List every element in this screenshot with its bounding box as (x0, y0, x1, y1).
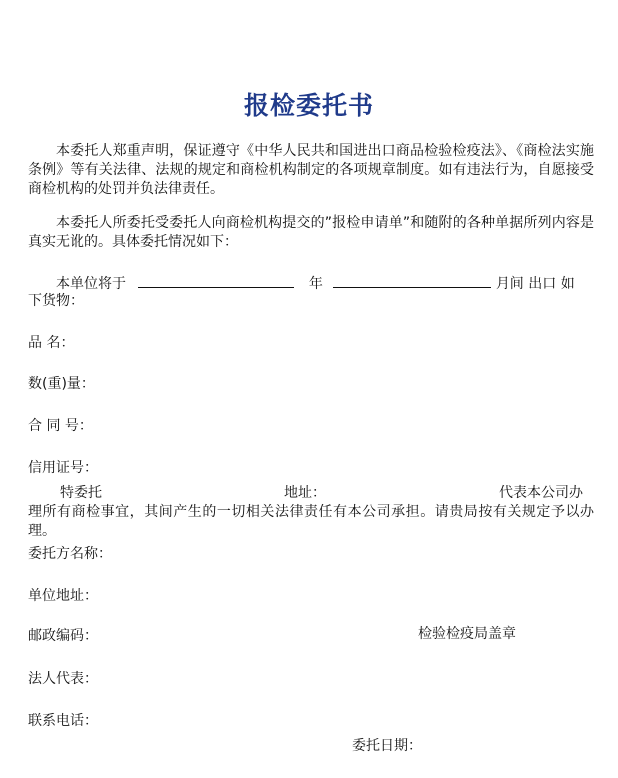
client-name-label: 委托方名称： (28, 546, 112, 562)
entrust-paragraph: 理所有商检事宜，其间产生的一切相关法律责任有本公司承担。请贵局按有关规定予以办理。 (28, 504, 594, 539)
goods-line (56, 273, 575, 294)
entrust-address-label: 地址： (284, 485, 326, 501)
goods-line-continuation: 下货物： (28, 293, 84, 309)
product-name-label: 品 名： (28, 335, 75, 351)
year-blank[interactable] (138, 273, 294, 288)
phone-label: 联系电话： (28, 713, 98, 729)
entrust-date-label: 委托日期： (352, 738, 422, 754)
client-address-label: 单位地址： (28, 588, 98, 604)
entrust-represent-label: 代表本公司办 (499, 485, 583, 501)
bureau-seal-label: 检验检疫局盖章 (418, 626, 516, 642)
month-blank[interactable] (333, 273, 491, 288)
entrust-label: 特委托 (60, 485, 102, 501)
quantity-label: 数(重)量： (28, 376, 95, 392)
year-label: 年 (308, 276, 323, 292)
postcode-label: 邮政编码： (28, 628, 98, 644)
declaration-paragraph: 本委托人郑重声明，保证遵守《中华人民共和国进出口商品检验检疫法》、《商检法实施条例》等有关法律、法规的规定和商检机构制定的各项规章制度。如有违法行为，自愿接受商检机构的处罚并负法律责任。 (28, 143, 594, 197)
contract-number-label: 合 同 号： (28, 418, 93, 434)
authenticity-paragraph: 本委托人所委托受委托人向商检机构提交的”报检申请单”和随附的各种单据所列内容是真实无讹的。具体委托情况如下： (28, 215, 594, 250)
document-title: 报检委托书 (243, 91, 374, 120)
legal-rep-label: 法人代表： (28, 671, 98, 687)
goods-prefix: 本单位将于 (56, 276, 126, 292)
credit-number-label: 信用证号： (28, 460, 98, 476)
month-export-label: 月间 出口 如 (495, 276, 575, 292)
